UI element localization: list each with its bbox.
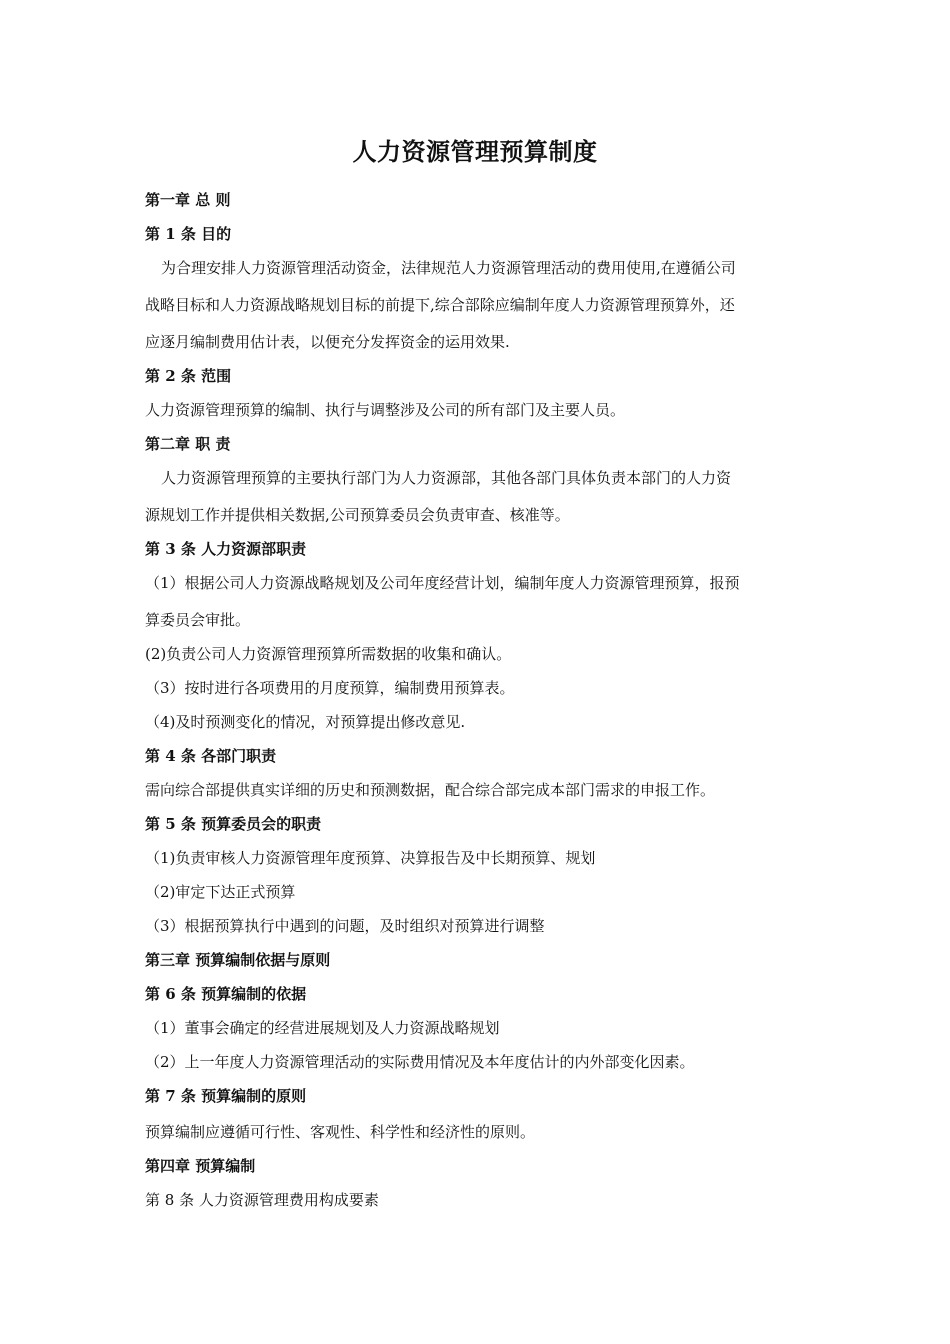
paragraph-line: 战略目标和人力资源战略规划目标的前提下,综合部除应编制年度人力资源管理预算外，还 (145, 296, 735, 314)
paragraph-line: 为合理安排人力资源管理活动资金，法律规范人力资源管理活动的费用使用,在遵循公司 (161, 259, 736, 277)
list-item: （3）根据预算执行中遇到的问题，及时组织对预算进行调整 (145, 917, 545, 935)
article-heading: 第 2 条 范围 (145, 367, 232, 385)
list-item: （2）上一年度人力资源管理活动的实际费用情况及本年度估计的内外部变化因素。 (145, 1053, 695, 1071)
paragraph-line: 应逐月编制费用估计表，以便充分发挥资金的运用效果. (145, 333, 510, 351)
list-item: （1）董事会确定的经营进展规划及人力资源战略规划 (145, 1019, 500, 1037)
paragraph-line: 需向综合部提供真实详细的历史和预测数据，配合综合部完成本部门需求的申报工作。 (145, 781, 716, 799)
list-item: （1)负责审核人力资源管理年度预算、决算报告及中长期预算、规划 (145, 849, 596, 867)
paragraph-line: 预算编制应遵循可行性、客观性、科学性和经济性的原则。 (145, 1123, 536, 1141)
document-title: 人力资源管理预算制度 (352, 137, 598, 166)
chapter-heading: 第三章 预算编制依据与原则 (145, 951, 331, 969)
chapter-heading: 第一章 总 则 (145, 191, 231, 209)
list-item: （2)审定下达正式预算 (145, 883, 296, 901)
chapter-heading: 第二章 职 责 (145, 435, 231, 453)
paragraph-line: 人力资源管理预算的编制、执行与调整涉及公司的所有部门及主要人员。 (145, 401, 626, 419)
list-item: （1）根据公司人力资源战略规划及公司年度经营计划，编制年度人力资源管理预算，报预 (145, 574, 740, 592)
article-heading: 第 4 条 各部门职责 (145, 747, 277, 765)
article-heading: 第 3 条 人力资源部职责 (145, 540, 307, 558)
article-heading: 第 5 条 预算委员会的职责 (145, 815, 322, 833)
paragraph-line: 源规划工作并提供相关数据,公司预算委员会负责审查、核准等。 (145, 506, 570, 524)
list-item-continuation: 算委员会审批。 (145, 611, 251, 629)
article-heading: 第 1 条 目的 (145, 225, 232, 243)
chapter-heading: 第四章 预算编制 (145, 1157, 256, 1175)
paragraph-line: 人力资源管理预算的主要执行部门为人力资源部，其他各部门具体负责本部门的人力资 (161, 469, 732, 487)
list-item: (2)负责公司人力资源管理预算所需数据的收集和确认。 (145, 645, 512, 663)
list-item: （4)及时预测变化的情况，对预算提出修改意见. (145, 713, 466, 731)
article-heading: 第 8 条 人力资源管理费用构成要素 (145, 1191, 379, 1209)
list-item: （3）按时进行各项费用的月度预算，编制费用预算表。 (145, 679, 515, 697)
article-heading: 第 6 条 预算编制的依据 (145, 985, 307, 1003)
article-heading: 第 7 条 预算编制的原则 (145, 1087, 307, 1105)
